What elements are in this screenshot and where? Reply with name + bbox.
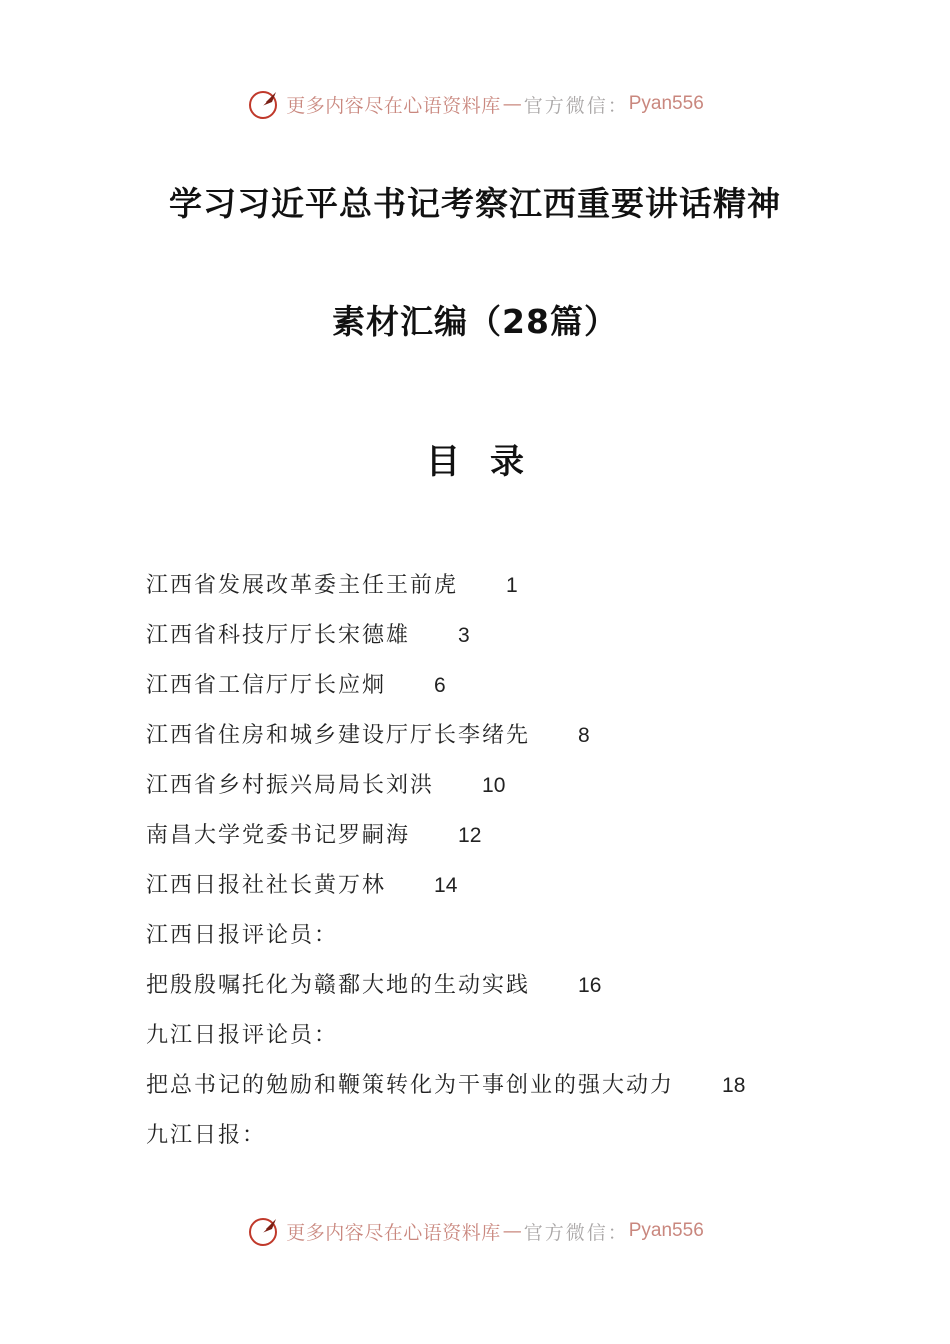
- toc-item-text: 把总书记的勉励和鞭策转化为干事创业的强大动力: [146, 1073, 675, 1098]
- toc-item-page: 14: [434, 874, 458, 897]
- watermark-id: Pyan556: [628, 1220, 704, 1241]
- toc-item-page: 12: [458, 824, 482, 847]
- toc-item[interactable]: [146, 1016, 866, 1066]
- toc-item[interactable]: [146, 616, 866, 666]
- toc-item-page: 6: [434, 674, 446, 697]
- toc-item-text: 江西省住房和城乡建设厅厅长李绪先: [146, 723, 531, 748]
- toc-item[interactable]: [146, 1116, 866, 1166]
- toc-item-page: 10: [482, 774, 506, 797]
- toc-item-text: 江西省发展改革委主任王前虎: [146, 573, 459, 598]
- toc-item[interactable]: [146, 666, 866, 716]
- toc-item-text: 南昌大学党委书记罗嗣海: [146, 823, 411, 848]
- toc-item-text: 把殷殷嘱托化为赣鄱大地的生动实践: [146, 973, 531, 998]
- toc-item[interactable]: [146, 716, 866, 766]
- watermark-separator: —: [502, 1220, 522, 1242]
- document-title-line2: 素材汇编（28篇）: [332, 302, 618, 341]
- watermark-label: 官方微信：: [523, 94, 629, 117]
- watermark-label: 官方微信：: [523, 1221, 629, 1244]
- watermark-footer: [0, 1211, 950, 1251]
- toc-item-text: 江西日报评论员：: [146, 923, 339, 948]
- toc-item[interactable]: [146, 916, 866, 966]
- toc-item-page: 3: [458, 624, 470, 647]
- toc-item-text: 江西省科技厅厅长宋德雄: [146, 623, 411, 648]
- toc-item-page: 8: [578, 724, 590, 747]
- quill-logo-icon: [246, 86, 282, 122]
- watermark-text: 更多内容尽在心语资料库: [286, 94, 501, 117]
- toc-item[interactable]: [146, 1066, 866, 1116]
- quill-logo-icon: [246, 1213, 282, 1249]
- watermark-header: [0, 84, 950, 124]
- watermark-text: 更多内容尽在心语资料库: [286, 1221, 501, 1244]
- toc-item-text: 江西省工信厅厅长应炯: [146, 673, 387, 698]
- toc-item[interactable]: [146, 816, 866, 866]
- toc-item[interactable]: [146, 866, 866, 916]
- toc-item-page: 1: [506, 574, 518, 597]
- toc-item[interactable]: [146, 966, 866, 1016]
- watermark-separator: —: [502, 93, 522, 115]
- document-title-line1: 学习习近平总书记考察江西重要讲话精神: [169, 184, 781, 223]
- toc-heading: 目录: [426, 442, 554, 482]
- toc-item[interactable]: [146, 566, 866, 616]
- toc-list: [146, 566, 866, 1166]
- watermark-id: Pyan556: [628, 93, 704, 114]
- toc-item-page: 18: [722, 1074, 746, 1097]
- toc-item-text: 江西日报社社长黄万林: [146, 873, 387, 898]
- toc-item[interactable]: [146, 766, 866, 816]
- toc-item-text: 江西省乡村振兴局局长刘洪: [146, 773, 435, 798]
- toc-item-page: 16: [578, 974, 602, 997]
- toc-item-text: 九江日报：: [146, 1123, 267, 1148]
- toc-item-text: 九江日报评论员：: [146, 1023, 339, 1048]
